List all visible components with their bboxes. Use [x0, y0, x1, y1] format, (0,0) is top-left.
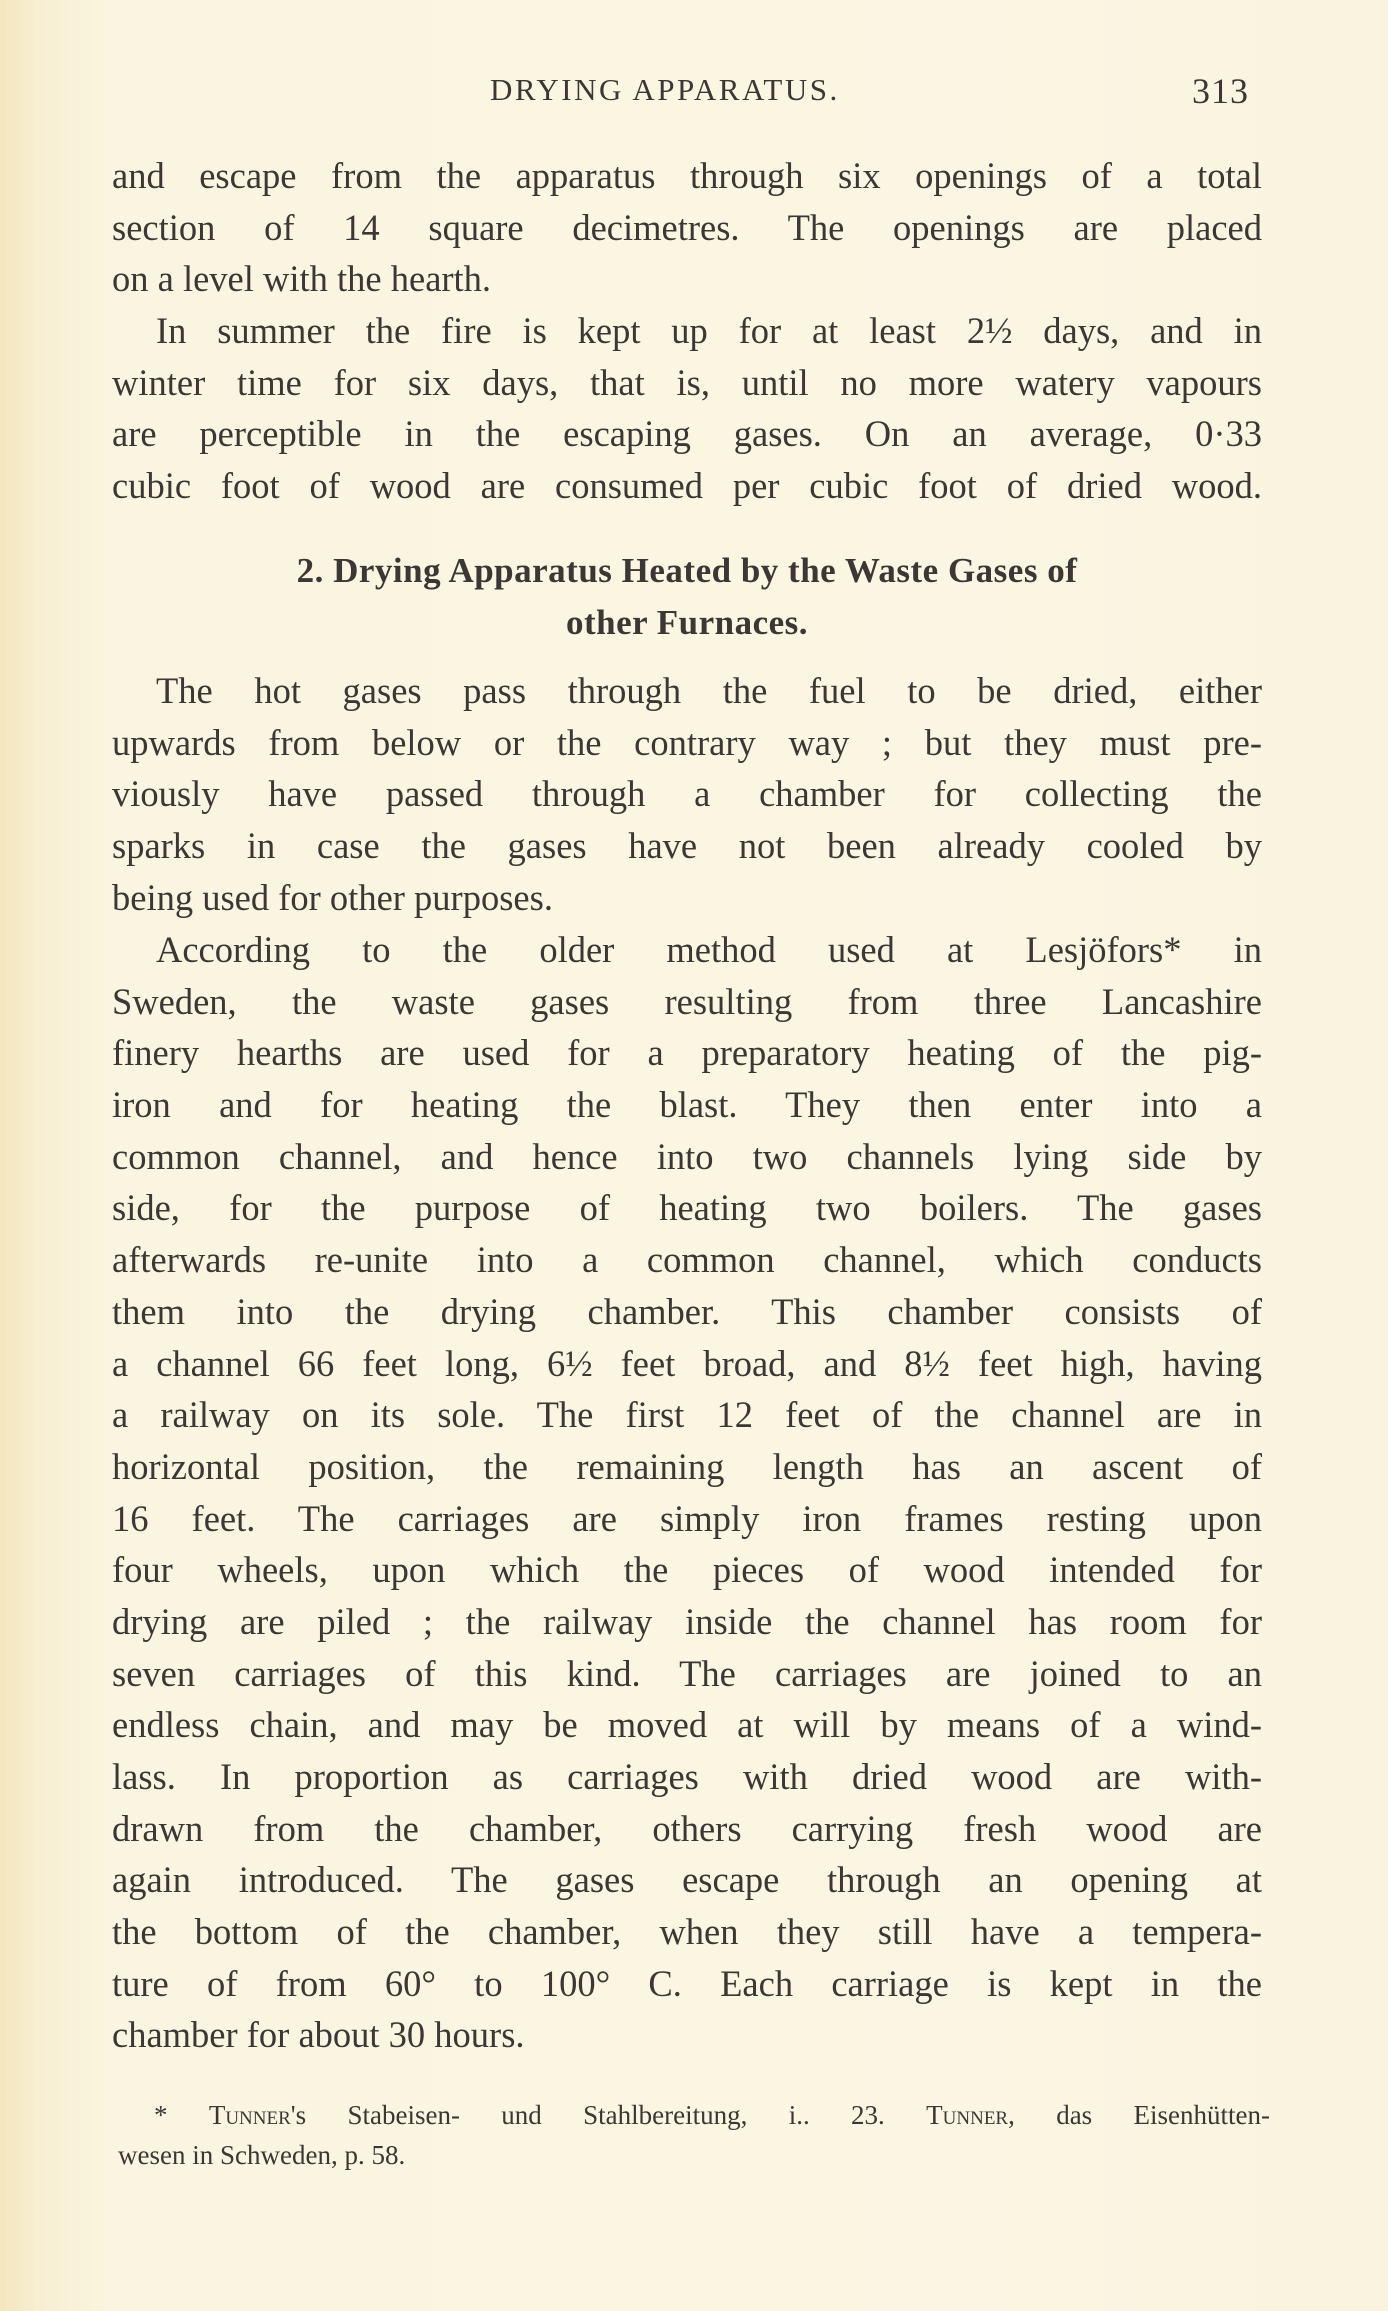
text-line: According to the older method used at Lesjöfors* in [156, 929, 1262, 970]
text-line: drawn from the chamber, others carrying fresh wood are [112, 1807, 1262, 1849]
running-title: DRYING APPARATUS. [490, 72, 840, 107]
text-line: and escape from the apparatus through six openings of a total [112, 155, 1262, 196]
section-heading [112, 545, 1262, 648]
text-line: are perceptible in the escaping gases. On an average, 0·33 [112, 413, 1262, 455]
text-line: In summer the fire is kept up for at least 2½ days, and in [156, 310, 1262, 351]
text-line: The hot gases pass through the fuel to be dried, either [156, 670, 1262, 711]
text-line: again introduced. The gases escape through an opening at [112, 1859, 1262, 1901]
paragraph-lesjofors [112, 924, 1262, 2061]
text-line: four wheels, upon which the pieces of wood intended for [112, 1549, 1262, 1591]
text-line: finery hearths are used for a preparatory heating of the pig- [112, 1032, 1262, 1074]
text-line: afterwards re-unite into a common channel, which conducts [112, 1239, 1262, 1281]
heading-line: 2. Drying Apparatus Heated by the Waste Gases of [296, 551, 1078, 590]
text-line: drying are piled ; the railway inside the channel has room for [112, 1600, 1262, 1642]
footnote-marker: * [154, 2100, 168, 2130]
heading-line: other Furnaces. [565, 602, 809, 642]
text-line: them into the drying chamber. This chamber consists of [112, 1290, 1262, 1332]
paragraph-continued [112, 150, 1262, 305]
text-line: horizontal position, the remaining length has an ascent of [112, 1445, 1262, 1487]
text-line: the bottom of the chamber, when they still have a tempera- [112, 1911, 1262, 1953]
text-line: a railway on its sole. The first 12 feet of the channel are in [112, 1394, 1262, 1436]
text-line: winter time for six days, that is, until no more watery vapours [112, 361, 1262, 403]
text-line: sparks in case the gases have not been already cooled by [112, 825, 1262, 867]
text-line: being used for other purposes. [112, 876, 553, 918]
footnote [118, 2095, 1270, 2175]
text-line: lass. In proportion as carriages with dried wood are with- [112, 1756, 1262, 1797]
text-line: Sweden, the waste gases resulting from three Lancashire [112, 980, 1262, 1022]
page-number: 313 [1192, 71, 1249, 111]
footnote-author: Tunner [926, 2100, 1009, 2130]
paragraph-hot-gases [112, 665, 1262, 923]
text-line: ture of from 60° to 100° C. Each carriage is kept in the [112, 1962, 1262, 2004]
text-line: endless chain, and may be moved at will by means of a wind- [112, 1704, 1262, 1746]
paragraph-summer-winter [112, 305, 1262, 512]
text-line: common channel, and hence into two channels lying side by [112, 1135, 1262, 1177]
text-line: section of 14 square decimetres. The openings are placed [112, 206, 1262, 248]
running-head [0, 72, 1388, 116]
text-line: a channel 66 feet long, 6½ feet broad, and 8½ feet high, having [112, 1342, 1262, 1384]
footnote-author: Tunner [208, 2100, 291, 2130]
footnote-line: wesen in Schweden, p. 58. [118, 2140, 406, 2170]
text-line: upwards from below or the contrary way ; but they must pre- [112, 721, 1262, 763]
text-line: 16 feet. The carriages are simply iron frames resting upon [112, 1497, 1262, 1539]
text-line: iron and for heating the blast. They then enter into a [112, 1084, 1262, 1126]
footnote-line [118, 2095, 1270, 2135]
text-line: on a level with the hearth. [112, 258, 492, 300]
text-line: cubic foot of wood are consumed per cubic foot of dried wood. [112, 465, 1262, 507]
text-line: viously have passed through a chamber for collecting the [112, 773, 1262, 815]
footnote-text: , das Eisenhütten- [1008, 2100, 1270, 2130]
text-line: side, for the purpose of heating two boilers. The gases [112, 1187, 1262, 1229]
footnote-text: 's Stabeisen- und Stahlbereitung, i.. 23. [290, 2100, 885, 2130]
text-line: chamber for about 30 hours. [112, 2014, 525, 2056]
text-line: seven carriages of this kind. The carriages are joined to an [112, 1652, 1262, 1694]
